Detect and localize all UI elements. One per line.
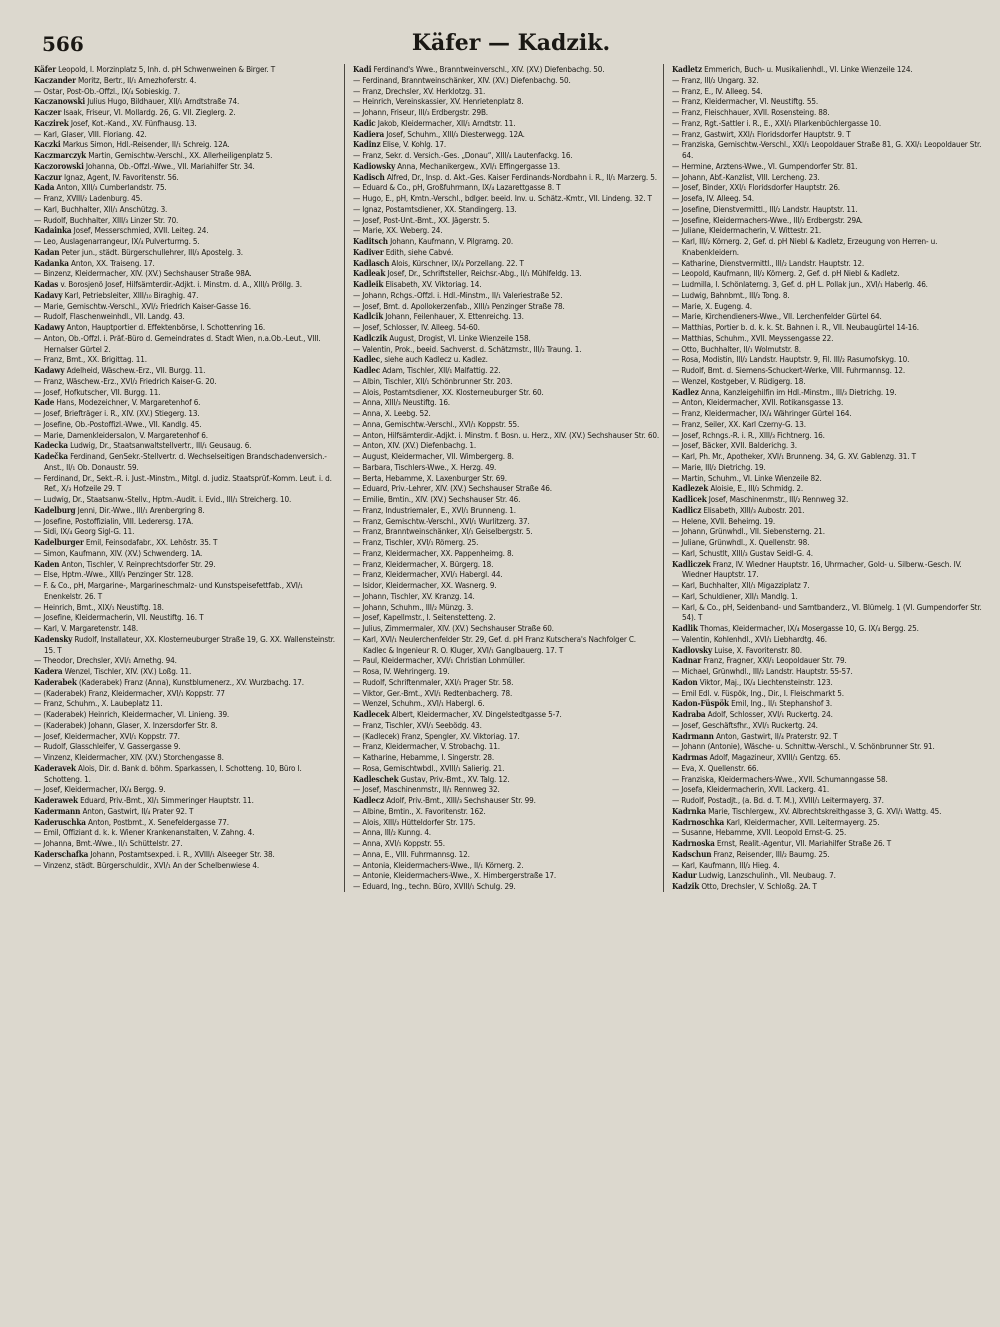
directory-entry: — Karl, Ph. Mr., Apotheker, XVI/₁ Brunneng. 34, G. XV. Gablenzg. 31. T	[672, 451, 916, 461]
directory-entry: — Franz, Tischler, XVI/₁ Römerg. 25.	[353, 537, 479, 547]
directory-entry: — Karl, Schustlt, XIII/₃ Gustav Seidl-G. 4.	[672, 547, 813, 558]
directory-entry: — Julius, Zimmermaler, XIV. (XV.) Sechshauser Straße 60.	[353, 623, 554, 633]
directory-entry: — Josefine, Kleidermachers-Wwe., III/₂ Erdbergstr. 29A.	[672, 214, 863, 225]
directory-entry: Kadera Wenzel, Tischler, XIV. (XV.) Loßg. 11.	[34, 666, 192, 676]
directory-entry: — Josef, Schlosser, IV. Alleeg. 54-60.	[353, 322, 480, 332]
directory-entry: — Simon, Kaufmann, XIV. (XV.) Schwenderg. 1A.	[34, 547, 203, 558]
directory-entry: — (Kaderabek) Franz, Kleidermacher, XVI/₁ Koppstr. 77	[34, 687, 225, 698]
directory-entry: — Karl, Buchhalter, XII/₁ Migazziplatz 7.	[672, 580, 810, 590]
directory-entry: Kadon-Füspök Emil, Ing., II/₁ Stephanshof 3.	[672, 698, 833, 709]
directory-entry: Kadecka Ludwig, Dr., Staatsanwaltstellvertr., III/₁ Geusaug. 6.	[34, 440, 252, 451]
directory-column-left	[34, 64, 345, 892]
directory-entry: Kaczorowski Johanna, Ob.-Offzl.-Wwe., VII. Mariahilfer Str. 34.	[34, 160, 255, 171]
directory-entry: — Josef, Kapellmstr., I. Seitenstetteng. 2.	[353, 612, 496, 623]
directory-entry: — Eduard & Co., pH, Großfuhrmann, IX/₄ Lazarettgasse 8. T	[353, 182, 561, 193]
directory-entry: — Viktor, Ger.-Bmt., XVI/₁ Redtenbacherg. 78.	[353, 687, 513, 698]
directory-column-right	[672, 64, 983, 892]
directory-entry: — Anna, XIII/₃ Neustiftg. 16.	[353, 397, 450, 408]
directory-entry: — Josef, Briefträger i. R., XIV. (XV.) Stiegerg. 13.	[34, 408, 200, 418]
directory-entry: Kadrmas Adolf, Magazineur, XVIII/₁ Gentzg. 65.	[672, 752, 841, 762]
directory-entry: — Johann, Friseur, III/₃ Erdbergstr. 29B.	[353, 107, 488, 117]
directory-entry: Kadlcik Johann, Feilenhauer, X. Ettenreichg. 13.	[353, 311, 524, 322]
directory-entry: Kadensky Rudolf, Installateur, XX. Klosterneuburger Straße 19, G. XX. Wallensteinstr. 15. T	[34, 633, 335, 655]
directory-entry: — Josefine, Kleidermacherin, VII. Neustiftg. 16. T	[34, 612, 204, 623]
directory-entry: Kadas v. Borosjenö Josef, Hilfsämterdir.-Adjkt. i. Minstm. d. A., XIII/₃ Pröllg. 3.	[34, 279, 302, 289]
directory-entry: Kade Hans, Modezeichner, V. Margaretenhof 6.	[34, 397, 201, 408]
directory-entry: Kadon Viktor, Maj., IX/₄ Liechtensteinstr. 123.	[672, 676, 833, 687]
directory-entry: Kadnar Franz, Fragner, XXI/₁ Leopoldauer Str. 79.	[672, 655, 847, 666]
directory-entry: — Marie, X. Eugeng. 4.	[672, 300, 752, 311]
directory-entry: Kadletz Emmerich, Buch- u. Musikalienhdl., VI. Linke Wienzeile 124.	[672, 64, 913, 74]
directory-entry: Kaderawek Eduard, Priv.-Bmt., XI/₁ Simmeringer Hauptstr. 11.	[34, 795, 254, 805]
directory-entry: — Josefine, Ob.-Postoffizl.-Wwe., VII. Kandlg. 45.	[34, 418, 202, 429]
directory-entry: Kadlicek Josef, Maschinenmstr., III/₂ Rennweg 32.	[672, 494, 849, 504]
directory-entry: — Franz, Drechsler, XV. Herklotzg. 31.	[353, 85, 486, 96]
directory-entry: Käfer Leopold, I. Morzinplatz 5, Inh. d. pH Schwenweinen & Birger. T	[34, 64, 276, 74]
directory-entry: Kadermann Anton, Gastwirt, II/₄ Prater 92. T	[34, 805, 194, 816]
directory-entry: — Otto, Buchhalter, II/₁ Wolmutstr. 8.	[672, 343, 801, 354]
directory-entry: — Anna, X. Leebg. 52.	[353, 408, 431, 418]
directory-entry: — Franz, XVIII/₂ Ladenburg. 45.	[34, 193, 143, 203]
directory-entry: — Marie, Damenkleidersalon, V. Margaretenhof 6.	[34, 429, 208, 440]
directory-entry: Kadrnoska Ernst, Realit.-Agentur, VII. Mariahilfer Straße 26. T	[672, 838, 892, 848]
directory-entry: Kaczander Moritz, Bertr., II/₁ Arnezhoferstr. 4.	[34, 74, 197, 85]
directory-entry: — Anton, Ob.-Offzl. i. Präf.-Büro d. Gemeindrates d. Stadt Wien, n.a.Ob.-Leut., VIII. Hernalser Gürtel 2.	[34, 332, 321, 354]
directory-entry: — Juliane, Kleidermacherin, V. Wittestr. 21.	[672, 225, 822, 236]
directory-entry: — Marie, III/₂ Dietrichg. 19.	[672, 461, 766, 472]
directory-entry: — Rosa, Gemischtwbdl., XVIII/₁ Salierig. 21.	[353, 762, 505, 773]
directory-entry: — Johann, Schuhm., III/₂ Münzg. 3.	[353, 601, 474, 612]
directory-entry: — Josef, Bäcker, XVII. Balderichg. 3.	[672, 440, 797, 451]
directory-entry: — Franz, Tischler, XVI/₁ Seebödg. 43.	[353, 719, 482, 730]
directory-entry: Kadainka Josef, Messerschmied, XVII. Leiteg. 24.	[34, 225, 209, 236]
directory-entry: — Franz, Bmt., XX. Brigittag. 11.	[34, 354, 147, 365]
directory-entry: Kadiver Edith, siehe Cabvé.	[353, 246, 454, 257]
directory-entry: Kadlovsky Luise, X. Favoritenstr. 80.	[672, 644, 802, 655]
directory-entry: — (Kaderabek) Johann, Glaser, X. Inzersdorfer Str. 8.	[34, 719, 218, 730]
directory-entry: — Karl, V. Margaretenstr. 148.	[34, 623, 139, 633]
directory-entry: — August, Kleidermacher, VII. Wimbergerg. 8.	[353, 451, 514, 461]
directory-entry: — Franz, Kleidermacher, V. Strobachg. 11.	[353, 741, 500, 752]
directory-entry: — Franz, Gemischtw.-Verschl., XVI/₁ Wurlitzerg. 37.	[353, 515, 530, 526]
directory-entry: — Berta, Hebamme, X. Laxenburger Str. 69.	[353, 472, 507, 483]
directory-entry: — Sidi, IX/₄ Georg Sigl-G. 11.	[34, 526, 135, 537]
directory-entry: — Ferdinand, Branntweinschänker, XIV. (XV.) Diefenbachg. 50.	[353, 74, 571, 85]
directory-entry: — Johanna, Bmt.-Wwe., II/₁ Schüttelstr. 27.	[34, 838, 183, 848]
directory-entry: — Helene, XVII. Beheimg. 19.	[672, 515, 775, 526]
directory-entry: — Johann (Antonie), Wäsche- u. Schnittw.-Verschl., V. Schönbrunner Str. 91.	[672, 741, 935, 752]
directory-entry: — Johann, Rchgs.-Offzl. i. Hdl.-Minstm., II/₁ Valeriestraße 52.	[353, 289, 563, 300]
directory-entry: Kadleak Josef, Dr., Schriftsteller, Reichsr.-Abg., II/₁ Mühlfeldg. 13.	[353, 268, 582, 279]
directory-entry: — Franz, Gastwirt, XXI/₁ Floridsdorfer Hauptstr. 9. T	[672, 128, 851, 139]
directory-entry: — Franz, Kleidermacher, IX/₄ Währinger Gürtel 164.	[672, 408, 852, 418]
directory-entry: — Alois, XIII/₃ Hütteldorfer Str. 175.	[353, 816, 476, 827]
directory-entry: Kadlecz Adolf, Priv.-Bmt., XIII/₃ Sechshauser Str. 99.	[353, 795, 536, 805]
directory-entry: Kadrmann Anton, Gastwirt, II/₄ Praterstr. 92. T	[672, 730, 838, 741]
directory-entry: Kaczur Ignaz, Agent, IV. Favoritenstr. 56.	[34, 171, 179, 182]
directory-entry: — Franz, Kleidermacher, X. Bürgerg. 18.	[353, 558, 494, 569]
directory-entry: — Franz, Schuhm., X. Laubeplatz 11.	[34, 698, 163, 709]
directory-entry: — Katharine, Hebamme, I. Singerstr. 28.	[353, 752, 495, 762]
directory-entry: — Heinrich, Bmt., XIX/₁ Neustiftg. 18.	[34, 601, 164, 612]
directory-entry: — Eduard, Priv.-Lehrer, XIV. (XV.) Sechshauser Straße 46.	[353, 483, 552, 494]
directory-entry: — Juliane, Grünwhdl., X. Quellenstr. 98.	[672, 537, 810, 547]
directory-entry: Kadanka Anton, XX. Traiseng. 17.	[34, 257, 155, 268]
directory-entry: — Franz, E., IV. Alleeg. 54.	[672, 85, 763, 96]
directory-entry: — Alois, Postamtsdiener, XX. Klosterneuburger Str. 60.	[353, 386, 544, 397]
directory-entry: — Josef, Rchngs.-R. i. R., XIII/₃ Fichtnerg. 16.	[672, 429, 825, 440]
directory-entry: — Ludwig, Dr., Staatsanw.-Stellv., Hptm.-Audit. i. Evid., III/₁ Streicherg. 10.	[34, 494, 292, 504]
directory-entry: Kaczirek Josef, Kot.-Kand., XV. Fünfhausg. 13.	[34, 117, 197, 128]
directory-entry: — Hugo, E., pH, Kmtn.-Verschl., bdlger. beeid. Inv. u. Schätz.-Kmtr., VII. Lindeng. 32. T	[353, 193, 652, 203]
directory-entry: — Josef, Geschäftsfhr., XVI/₁ Ruckertg. 24.	[672, 719, 818, 730]
directory-entry: — F. & Co., pH, Margarine-, Margarineschmalz- und Kunstspeisefettfab., XVI/₁ Enenkelstr. 26. T	[34, 580, 303, 601]
directory-entry: Kadiowsky Anna, Mechanikergew., XVI/₁ Effingergasse 13.	[353, 160, 560, 171]
directory-entry: — Rudolf, Glasschleifer, V. Gassergasse 9.	[34, 741, 181, 752]
directory-entry: — Ostar, Post-Ob.-Offzl., IX/₄ Sobieskig. 7.	[34, 85, 180, 96]
directory-entry: Kadliczek Franz, IV. Wiedner Hauptstr. 16, Uhrmacher, Gold- u. Silberw.-Gesch. IV. Wiedner Hauptstr. 17.	[672, 558, 962, 580]
directory-entry: Kadur Ludwig, Lanzschulinh., VII. Neubaug. 7.	[672, 870, 836, 881]
directory-entry: — Rudolf, Postadjt., (a. Bd. d. T. M.), XVIII/₁ Leitermayerg. 37.	[672, 795, 884, 805]
directory-entry: — Eva, X. Quellenstr. 66.	[672, 762, 759, 773]
directory-entry: — Karl, III/₂ Körnerg. 2, Gef. d. pH Niebl & Kadletz, Erzeugung von Herren- u. Knabenkleidern.	[672, 236, 938, 257]
directory-entry: — Anton, XIV. (XV.) Diefenbachg. 1.	[353, 440, 477, 451]
directory-entry: — Paul, Kleidermacher, XVI/₁ Christian Lohmüller.	[353, 655, 525, 666]
directory-entry: — Anna, E., VIII. Fuhrmannsg. 12.	[353, 848, 470, 859]
directory-entry: Kadlezek Aloisie, E., III/₂ Schmidg. 2.	[672, 483, 804, 494]
directory-entry: — Ferdinand, Dr., Sekt.-R. i. Just.-Minstm., Mitgl. d. judiz. Staatsprüf.-Komm. Leut. i. d. Ref., X/₃ Hofzeile 29. T	[34, 472, 332, 494]
directory-entry: — Josef, Bmt. d. Apollokerzenfab., XIII/₃ Penzinger Straße 78.	[353, 300, 565, 311]
directory-entry: — Josef, Maschinenmstr., II/₁ Rennweg 32.	[353, 784, 500, 795]
directory-entry: — Franz, Branntweinschänker, XI/₁ Geiselbergstr. 5.	[353, 526, 533, 537]
directory-entry: — Marie, Gemischtw.-Verschl., XVI/₂ Friedrich Kaiser-Gasse 16.	[34, 300, 251, 311]
directory-entry: — Vinzenz, städt. Bürgerschuldir., XVI/₁ An der Schelbenwiese 4.	[34, 859, 260, 870]
directory-entry: — Albine, Bmtin., X. Favoritenstr. 162.	[353, 805, 486, 816]
directory-entry: Kadlec Adam, Tischler, XII/₁ Malfattig. 22.	[353, 365, 501, 375]
directory-entry: Kadelburg Jenni, Dir.-Wwe., III/₁ Arenbergring 8.	[34, 504, 205, 515]
directory-entry: Kaderuschka Anton, Postbmt., X. Senefeldergasse 77.	[34, 816, 229, 827]
directory-entry: — Emil, Offiziant d. k. k. Wiener Krankenanstalten, V. Zahng. 4.	[34, 827, 255, 838]
directory-entry: Kadawy Adelheid, Wäschew.-Erz., VII. Burgg. 11.	[34, 365, 206, 375]
directory-entry: — Martin, Schuhm., VI. Linke Wienzeile 82.	[672, 472, 822, 483]
directory-entry: — Josef, Hofkutscher, VII. Burgg. 11.	[34, 386, 161, 397]
directory-entry: — Josefine, Dienstvermittl., III/₂ Landstr. Hauptstr. 11.	[672, 203, 858, 214]
directory-entry: — Rudolf, Schriftenmaler, XXI/₁ Prager Str. 58.	[353, 676, 514, 687]
directory-entry: Kaderschafka Johann, Postamtsexped. i. R., XVIII/₁ Alseeger Str. 38.	[34, 848, 275, 859]
directory-entry: — Marie, Kirchendieners-Wwe., VII. Lerchenfelder Gürtel 64.	[672, 311, 882, 322]
directory-entry: — Matthias, Schuhm., XVII. Meyssengasse 22.	[672, 332, 834, 343]
directory-entry: — Emil Edl. v. Füspök, Ing., Dir., I. Fleischmarkt 5.	[672, 687, 844, 698]
directory-entry: Kaderabek (Kaderabek) Franz (Anna), Kunstblumenerz., XV. Wurzbachg. 17.	[34, 676, 304, 687]
directory-entry: — Ludwig, Bahnbmt., III/₂ Tong. 8.	[672, 289, 790, 300]
directory-entry: — Katharine, Dienstvermittl., III/₂ Landstr. Hauptstr. 12.	[672, 257, 864, 268]
directory-entry: — Josef, Kleidermacher, IX/₄ Bergg. 9.	[34, 784, 166, 795]
directory-entry: — Susanne, Hebamme, XVII. Leopold Ernst-G. 25.	[672, 827, 847, 838]
directory-entry: — Karl, Buchhalter, XII/₁ Anschützg. 3.	[34, 203, 168, 214]
directory-entry: — Michael, Grünwhdl., III/₂ Landstr. Hauptstr. 55-57.	[672, 666, 853, 676]
directory-entry: Kaderavek Alois, Dir. d. Bank d. böhm. Sparkassen, I. Schotteng. 10, Büro I. Schotteng. 1.	[34, 762, 302, 784]
directory-entry: — Franz, Wäschew.-Erz., XVI/₂ Friedrich Kaiser-G. 20.	[34, 375, 217, 386]
directory-entry: — Franz, Kleidermacher, XX. Pappenheimg. 8.	[353, 547, 514, 558]
directory-entry: Kadlec, siehe auch Kadlecz u. Kadlez.	[353, 354, 488, 365]
directory-entry: — (Kaderabek) Heinrich, Kleidermacher, VI. Linieng. 39.	[34, 709, 230, 719]
directory-entry: — Josefa, Kleidermacherin, XVII. Lackerg. 41.	[672, 784, 830, 795]
directory-entry: Kadan Peter jun., städt. Bürgerschullehrer, III/₃ Apostelg. 3.	[34, 246, 243, 257]
directory-entry: Kadisch Alfred, Dr., Insp. d. Akt.-Ges. Kaiser Ferdinands-Nordbahn i. R., II/₁ Marzerg. 5.	[353, 171, 657, 182]
directory-entry: Kadavy Karl, Petriebsleiter, XIII/₁₀ Biraghig. 47.	[34, 289, 199, 300]
directory-entry: — Karl, Kaufmann, III/₂ Hieg. 4.	[672, 859, 780, 870]
directory-entry: Kadraba Adolf, Schlosser, XVI/₁ Ruckertg. 24.	[672, 709, 833, 719]
directory-entry: — Karl, Glaser, VIII. Floriang. 42.	[34, 128, 147, 139]
directory-entry: — Rosa, IV. Wehringerg. 19.	[353, 666, 450, 676]
directory-entry: — Antonia, Kleidermachers-Wwe., II/₁ Körnerg. 2.	[353, 859, 524, 870]
directory-entry: — Eduard, Ing., techn. Büro, XVIII/₁ Schulg. 29.	[353, 881, 516, 891]
directory-entry: — Ignaz, Postamtsdiener, XX. Standingerg. 13.	[353, 203, 517, 214]
directory-entry: — Karl, Schuldiener, XII/₁ Mandlg. 1.	[672, 590, 798, 601]
directory-entry: Kadinz Elise, V. Kohlg. 17.	[353, 139, 446, 150]
directory-entry: Kaden Anton, Tischler, V. Reinprechtsdorfer Str. 29.	[34, 558, 216, 569]
directory-entry: — Anna, XVI/₁ Koppstr. 55.	[353, 838, 445, 848]
directory-entry: — Franziska, Kleidermachers-Wwe., XVII. Schumanngasse 58.	[672, 773, 888, 784]
directory-entry: — Johann, Tischler, XV. Kranzg. 14.	[353, 590, 475, 601]
directory-entry: — Vinzenz, Kleidermacher, XIV. (XV.) Storchengasse 8.	[34, 752, 224, 762]
directory-entry: Kadečka Ferdinand, GenSekr.-Stellvertr. d. Wechselseitigen Brandschadenversich.-Anst., II/₁ Ob. Donaustr. 59.	[34, 451, 327, 472]
directory-entry: — Josefine, Postoffizialin, VIII. Lederersg. 17A.	[34, 515, 194, 526]
directory-entry: — (Kadlecek) Franz, Spengler, XV. Viktoriag. 17.	[353, 730, 520, 741]
directory-entry: Kadlez Anna, Kanzleigehilfin im Hdl.-Minstm., III/₃ Dietrichg. 19.	[672, 386, 897, 397]
directory-entry: — Franz, Rgt.-Sattler i. R., E., XXI/₁ Pilarkenbüchlergasse 10.	[672, 117, 882, 128]
directory-entry: — Theodor, Drechsler, XVI/₁ Arnethg. 94.	[34, 655, 177, 666]
directory-entry: — Matthias, Portier b. d. k. k. St. Bahnen i. R., VII. Neubaugürtel 14-16.	[672, 322, 919, 332]
directory-entry: Kadic Jakob, Kleidermacher, XII/₁ Arndtstr. 11.	[353, 117, 516, 128]
directory-entry: — Johann, Abf.-Kanzlist, VIII. Lercheng. 23.	[672, 171, 820, 182]
directory-entry: Kaczer Isaak, Friseur, VI. Mollardg. 26, G. VII. Zieglerg. 2.	[34, 107, 236, 117]
directory-entry: Kadlicz Elisabeth, XIII/₃ Aubostr. 201.	[672, 504, 805, 515]
directory-entry: — Albin, Tischler, XII/₁ Schönbrunner Str. 203.	[353, 375, 513, 386]
directory-entry: — Isidor, Kleidermacher, XX. Wasnerg. 9.	[353, 580, 497, 590]
directory-entry: Kaditsch Johann, Kaufmann, V. Pilgramg. 20.	[353, 236, 513, 246]
directory-entry: Kaczanowski Julius Hugo, Bildhauer, XII/₁ Arndtstraße 74.	[34, 96, 240, 107]
directory-entry: — Franz, III/₂ Ungarg. 32.	[672, 74, 759, 85]
directory-entry: Kada Anton, XIII/₃ Cumberlandstr. 75.	[34, 182, 167, 193]
directory-entry: Kadiera Josef, Schuhm., XIII/₃ Diesterwegg. 12A.	[353, 128, 525, 139]
directory-entry: — Wenzel, Schuhm., XVI/₁ Habergl. 6.	[353, 698, 485, 709]
directory-entry: — Franz, Sekr. d. Versich.-Ges. „Donau“, XIII/₄ Lautenfackg. 16.	[353, 150, 573, 160]
directory-entry: Kadrnoschka Karl, Kleidermacher, XVII. Leitermayerg. 25.	[672, 816, 880, 827]
directory-entry: — Franz, Kleidermacher, VI. Neustiftg. 55.	[672, 96, 818, 107]
directory-entry: — Rosa, Modistin, III/₂ Landstr. Hauptstr. 9, Fil. III/₂ Rasumofskyg. 10.	[672, 354, 910, 365]
directory-entry: — Franz, Industriemaler, E., XVI/₁ Brunneng. 1.	[353, 504, 516, 515]
directory-columns	[34, 64, 988, 892]
directory-entry: Kadrnka Marie, Tischlergew., XV. Albrechtskreithgasse 3, G. XVI/₁ Wattg. 45.	[672, 805, 942, 816]
directory-entry: Kadschun Franz, Reisender, III/₂ Baumg. 25.	[672, 848, 830, 859]
directory-entry: — Anna, Gemischtw.-Verschl., XVI/₁ Koppstr. 55.	[353, 418, 520, 429]
directory-entry: Kadelburger Emil, Feinsodafabr., XX. Lehöstr. 35. T	[34, 537, 218, 547]
directory-entry: Kadzik Otto, Drechsler, V. Schloßg. 2A. T	[672, 881, 817, 891]
directory-entry: — Franz, Kleidermacher, XVI/₁ Habergl. 44.	[353, 569, 503, 580]
directory-entry: — Emilie, Bmtin., XIV. (XV.) Sechshauser Str. 46.	[353, 494, 521, 504]
directory-entry: — Josef, Kleidermacher, XVI/₁ Koppstr. 77.	[34, 730, 180, 741]
running-title: Käfer — Kadzik.	[411, 30, 611, 56]
directory-entry: — Binzenz, Kleidermacher, XIV. (XV.) Sechshauser Straße 98A.	[34, 268, 252, 279]
directory-entry: Kadlczik August, Drogist, VI. Linke Wienzeile 158.	[353, 332, 531, 343]
directory-entry: Kaczmarczyk Martin, Gemischtw.-Verschl., XX. Allerheiligenplatz 5.	[34, 150, 273, 160]
directory-entry: — Franz, Seiler, XX. Karl Czerny-G. 13.	[672, 418, 806, 429]
directory-entry: — Johann, Grünwhdl., VII. Siebensterng. 21.	[672, 526, 825, 537]
directory-entry: — Wenzel, Kostgeber, V. Rüdigerg. 18.	[672, 375, 806, 386]
directory-entry: — Josef, Post-Unt.-Bmt., XX. Jägerstr. 5.	[353, 214, 490, 225]
directory-entry: — Anton, Kleidermacher, XVII. Rotikansgasse 13.	[672, 397, 844, 408]
directory-entry: Kadleik Elisabeth, XV. Viktoriag. 14.	[353, 279, 482, 289]
directory-entry: — Anna, III/₂ Kunng. 4.	[353, 827, 431, 838]
page-header	[34, 30, 988, 60]
directory-entry: — Leopold, Kaufmann, III/₂ Körnerg. 2, Gef. d. pH Niebl & Kadletz.	[672, 268, 900, 279]
directory-entry: — Valentin, Kohlenhdl., XVI/₁ Liebhardtg. 46.	[672, 633, 827, 644]
directory-entry: — Else, Hptm.-Wwe., XIII/₃ Penzinger Str. 128.	[34, 569, 194, 580]
directory-entry: — Marie, XX. Weberg. 24.	[353, 225, 443, 236]
directory-entry: — Anton, Hilfsämterdir.-Adjkt. i. Minstm. f. Bosn. u. Herz., XIV. (XV.) Sechshauser Str. 60.	[353, 429, 659, 440]
directory-entry: — Leo, Auslagenarrangeur, IX/₄ Pulverturmg. 5.	[34, 236, 200, 246]
directory-entry: Kadawy Anton, Hauptportier d. Effektenbörse, I. Schottenring 16.	[34, 322, 265, 332]
directory-entry: Kadleschek Gustav, Priv.-Bmt., XV. Talg. 12.	[353, 773, 510, 784]
directory-entry: — Franz, Fleischhauer, XVII. Rosensteing. 88.	[672, 107, 830, 117]
directory-entry: Kadi Ferdinand's Wwe., Branntweinverschl., XIV. (XV.) Diefenbachg. 50.	[353, 64, 605, 74]
directory-entry: — Hermine, Arztens-Wwe., VI. Gumpendorfer Str. 81.	[672, 160, 858, 171]
directory-entry: — Franziska, Gemischtw.-Verschl., XXI/₁ Leopoldauer Straße 81, G. XXI/₁ Leopoldauer Str. 64.	[672, 139, 982, 160]
directory-entry: Kadlasch Alois, Kürschner, IX/₄ Porzellang. 22. T	[353, 257, 524, 268]
directory-entry: — Heinrich, Vereinskassier, XV. Henrietenplatz 8.	[353, 96, 524, 107]
directory-entry: Kadlecek Albert, Kleidermacher, XV. Dingelstedtgasse 5-7.	[353, 709, 562, 719]
directory-entry: — Valentin, Prok., beeid. Sachverst. d. Schätzmstr., III/₂ Traung. 1.	[353, 343, 582, 354]
directory-entry: — Josef, Binder, XXI/₁ Floridsdorfer Hauptstr. 26.	[672, 182, 840, 193]
directory-entry: — Ludmilla, I. Schönlaterng. 3, Gef. d. pH L. Pollak jun., XVI/₁ Haberlg. 46.	[672, 279, 928, 289]
directory-entry: Kadlik Thomas, Kleidermacher, IX/₄ Mosergasse 10, G. IX/₄ Bergg. 25.	[672, 623, 919, 633]
directory-entry: — Rudolf, Bmt. d. Siemens-Schuckert-Werke, VIII. Fuhrmannsg. 12.	[672, 365, 906, 375]
directory-entry: — Antonie, Kleidermachers-Wwe., X. Himbergerstraße 17.	[353, 870, 557, 881]
directory-entry: — Karl, XVI/₁ Neulerchenfelder Str. 29, Gef. d. pH Franz Kutschera's Nachfolger C. Kadlec & Ingenieur R. O. Kluger, XVI/₁ Ganglbauerg. 17. T	[353, 633, 636, 655]
directory-entry: — Karl, & Co., pH, Seidenband- und Samtbanderz., VI. Blümelg. 1 (VI. Gumpendorfer Str. 54). T	[672, 601, 982, 623]
directory-entry: — Josefa, IV. Alleeg. 54.	[672, 193, 754, 203]
directory-entry: — Rudolf, Buchhalter, XIII/₃ Linzer Str. 70.	[34, 214, 179, 225]
directory-entry: — Rudolf, Flaschenweinhdl., VII. Landg. 43.	[34, 311, 185, 322]
page-number: 566	[42, 32, 84, 56]
directory-entry: — Barbara, Tischlers-Wwe., X. Herzg. 49.	[353, 461, 497, 472]
directory-column-middle	[353, 64, 664, 892]
directory-entry: Kaczki Markus Simon, Hdl.-Reisender, II/₁ Schreig. 12A.	[34, 139, 230, 150]
